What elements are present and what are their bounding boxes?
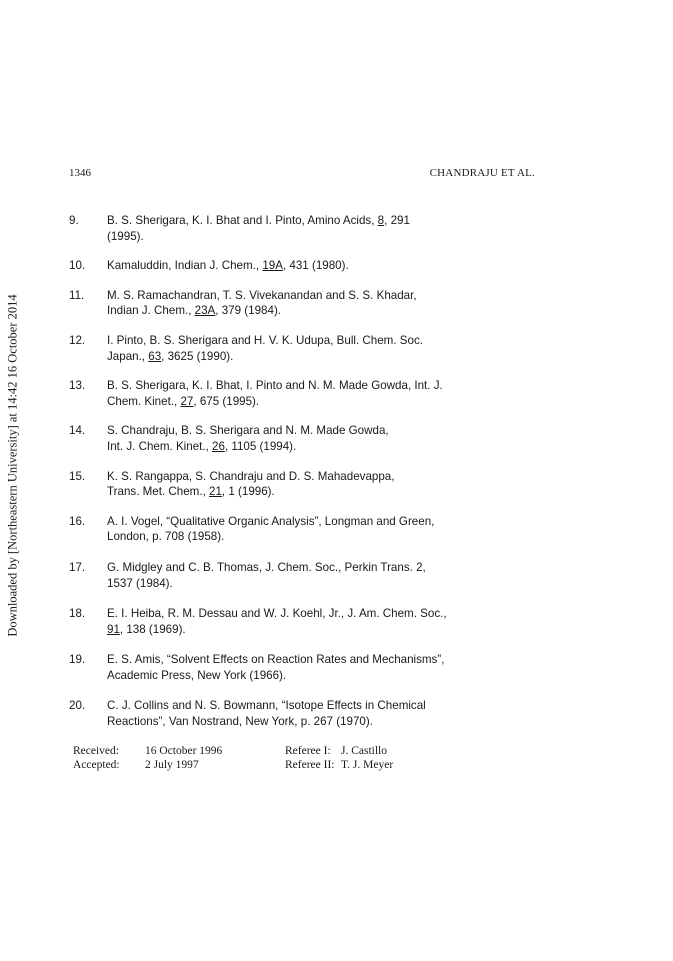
submission-info xyxy=(73,745,493,772)
received-label: Received: xyxy=(73,745,119,757)
reference-line xyxy=(107,303,519,319)
reference-item xyxy=(69,514,519,545)
reference-line xyxy=(107,288,519,304)
volume-number: 21 xyxy=(209,485,222,499)
reference-segment: Int. J. Chem. Kinet., xyxy=(107,439,213,453)
reference-segment: , 1 (1996). xyxy=(221,485,275,499)
volume-number: 63 xyxy=(148,349,162,363)
download-watermark xyxy=(2,250,24,680)
reference-line xyxy=(107,423,519,439)
reference-line xyxy=(107,229,519,245)
accepted-row xyxy=(73,759,493,773)
reference-number: 11. xyxy=(69,288,85,302)
reference-segment: , 138 (1969). xyxy=(119,622,186,636)
page-number: 1346 xyxy=(69,167,91,179)
reference-number: 14. xyxy=(69,424,86,438)
reference-segment: (1995). xyxy=(107,229,144,243)
reference-number: 12. xyxy=(69,333,86,347)
reference-segment: G. Midgley and C. B. Thomas, J. Chem. Soc., Perkin Trans. 2, xyxy=(107,560,426,574)
reference-line xyxy=(107,529,519,545)
reference-segment: K. S. Rangappa, S. Chandraju and D. S. Mahadevappa, xyxy=(107,469,395,483)
reference-line xyxy=(107,394,519,410)
reference-text xyxy=(107,652,519,683)
reference-segment: Reactions”, Van Nostrand, New York, p. 267 (1970). xyxy=(107,715,373,729)
reference-item xyxy=(69,606,519,637)
reference-item xyxy=(69,698,519,729)
reference-text xyxy=(107,288,519,319)
received-date: 16 October 1996 xyxy=(145,745,223,757)
volume-number: 27 xyxy=(180,394,194,408)
reference-number: 13. xyxy=(69,379,86,393)
reference-segment: E. S. Amis, “Solvent Effects on Reaction Rates and Mechanisms”, xyxy=(107,653,445,667)
reference-segment: , 379 (1984). xyxy=(215,304,282,318)
reference-segment: A. I. Vogel, “Qualitative Organic Analysis”, Longman and Green, xyxy=(107,514,435,528)
reference-text xyxy=(107,213,519,244)
reference-line xyxy=(107,714,519,730)
reference-text xyxy=(107,258,519,274)
volume-number: 26 xyxy=(212,439,225,453)
reference-line xyxy=(107,652,519,668)
reference-text xyxy=(107,560,519,591)
reference-line xyxy=(107,469,519,485)
reference-line xyxy=(107,622,519,638)
reference-item xyxy=(69,213,519,244)
download-note-text: Downloaded by [Northeastern University] at 14:42 16 October 2014 xyxy=(5,293,20,637)
accepted-date: 2 July 1997 xyxy=(145,758,199,771)
reference-segment: Academic Press, New York (1966). xyxy=(107,668,287,682)
referee2-name: T. J. Meyer xyxy=(341,758,394,771)
reference-segment: London, p. 708 (1958). xyxy=(107,530,225,544)
reference-item xyxy=(69,258,519,274)
reference-line xyxy=(107,258,519,274)
reference-number: 17. xyxy=(69,560,86,574)
reference-text xyxy=(107,469,519,500)
reference-segment: Trans. Met. Chem., xyxy=(107,485,210,499)
reference-segment: E. I. Heiba, R. M. Dessau and W. J. Koehl, Jr., J. Am. Chem. Soc., xyxy=(107,607,447,621)
reference-item xyxy=(69,469,519,500)
reference-line xyxy=(107,698,519,714)
reference-segment: I. Pinto, B. S. Sherigara and H. V. K. Udupa, Bull. Chem. Soc. xyxy=(107,333,423,347)
reference-text xyxy=(107,514,519,545)
reference-line xyxy=(107,213,519,229)
reference-segment: Kamaluddin, Indian J. Chem., xyxy=(107,259,263,273)
reference-text xyxy=(107,378,519,409)
reference-number: 9. xyxy=(69,214,79,227)
received-row xyxy=(73,745,493,759)
reference-line xyxy=(107,484,519,500)
reference-line xyxy=(107,378,519,394)
reference-item xyxy=(69,423,519,454)
reference-segment: Indian J. Chem., xyxy=(107,304,195,318)
reference-segment: Chem. Kinet., xyxy=(107,394,181,408)
reference-segment: , 675 (1995). xyxy=(193,394,260,408)
reference-number: 19. xyxy=(69,653,86,667)
reference-text xyxy=(107,606,519,637)
reference-segment: , 431 (1980). xyxy=(282,259,349,273)
reference-segment: M. S. Ramachandran, T. S. Vivekanandan and S. S. Khadar, xyxy=(107,288,417,302)
volume-number: 91 xyxy=(107,622,120,636)
reference-number: 15. xyxy=(69,469,86,483)
reference-number: 20. xyxy=(69,699,86,713)
reference-segment: , 291 xyxy=(384,214,410,227)
volume-number: 8 xyxy=(377,214,385,227)
accepted-label: Accepted: xyxy=(73,758,120,771)
running-head: CHANDRAJU ET AL. xyxy=(429,167,535,179)
reference-line xyxy=(107,560,519,576)
reference-number: 18. xyxy=(69,607,86,621)
reference-segment: Japan., xyxy=(107,349,149,363)
reference-segment: S. Chandraju, B. S. Sherigara and N. M. Made Gowda, xyxy=(107,424,389,438)
reference-line xyxy=(107,606,519,622)
reference-line xyxy=(107,576,519,592)
reference-line xyxy=(107,349,519,365)
reference-text xyxy=(107,423,519,454)
referee1-name: J. Castillo xyxy=(341,745,388,757)
referee1-label: Referee I: xyxy=(285,745,331,757)
reference-list xyxy=(69,199,519,730)
reference-segment: C. J. Collins and N. S. Bowmann, “Isotope Effects in Chemical xyxy=(107,699,426,713)
reference-segment: 1537 (1984). xyxy=(107,576,173,590)
reference-line xyxy=(107,333,519,349)
reference-segment: B. S. Sherigara, K. I. Bhat, I. Pinto and N. M. Made Gowda, Int. J. xyxy=(107,379,443,393)
volume-number: 19A xyxy=(262,259,283,273)
reference-text xyxy=(107,698,519,729)
reference-segment: , 3625 (1990). xyxy=(161,349,234,363)
reference-segment: , 1105 (1994). xyxy=(224,439,297,453)
reference-text xyxy=(107,333,519,364)
reference-line xyxy=(107,439,519,455)
reference-item xyxy=(69,333,519,364)
reference-item xyxy=(69,288,519,319)
reference-line xyxy=(107,668,519,684)
reference-item xyxy=(69,560,519,591)
reference-item xyxy=(69,652,519,683)
reference-line xyxy=(107,514,519,530)
referee2-label: Referee II: xyxy=(285,758,335,771)
reference-item xyxy=(69,378,519,409)
reference-number: 10. xyxy=(69,259,86,273)
reference-number: 16. xyxy=(69,514,86,528)
volume-number: 23A xyxy=(194,304,216,318)
reference-segment: B. S. Sherigara, K. I. Bhat and I. Pinto, Amino Acids, xyxy=(107,214,378,227)
